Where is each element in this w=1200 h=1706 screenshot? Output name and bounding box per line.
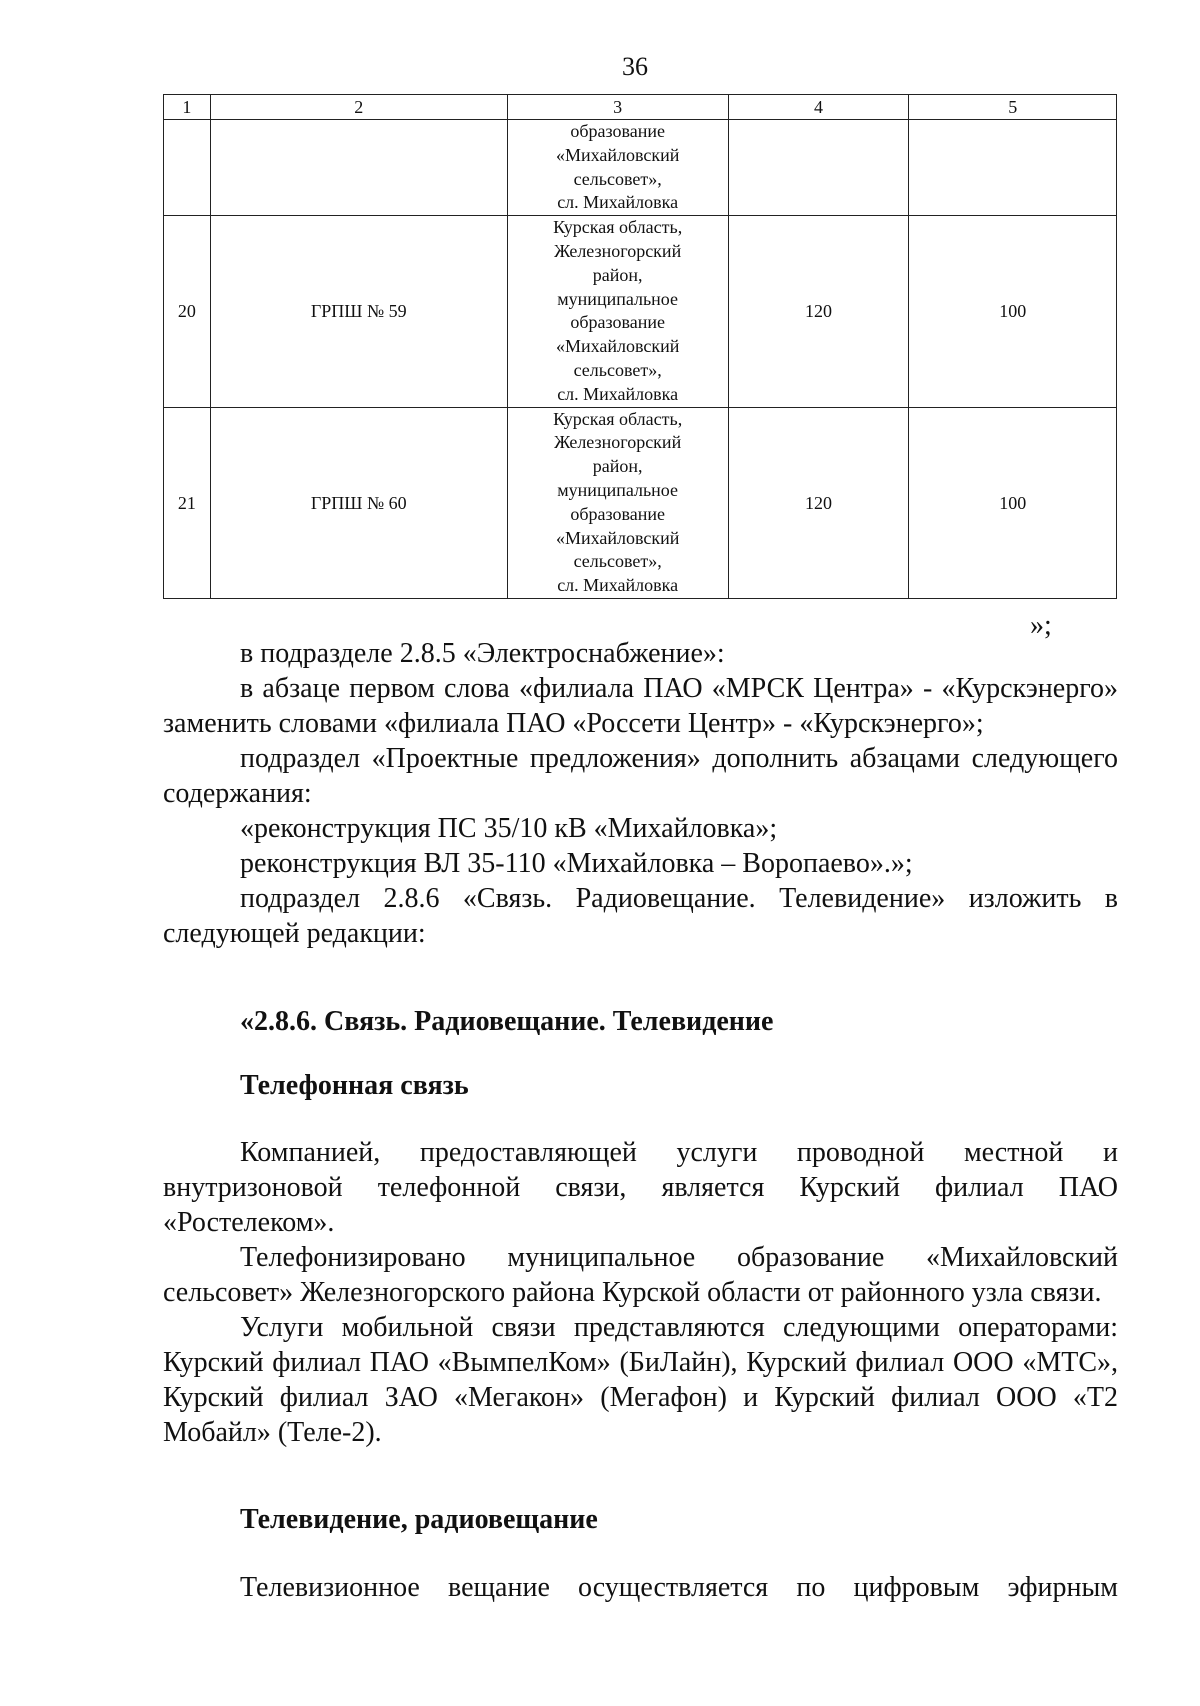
row-number-cell: 21 — [164, 407, 211, 598]
paragraph: подраздел «Проектные предложения» дополнить абзацами следующего содержания: — [163, 743, 1118, 809]
row-number-cell: 20 — [164, 216, 211, 407]
address-cell — [507, 120, 728, 216]
address-line: Курская область, — [553, 408, 683, 429]
address-line: «Михайловский — [555, 336, 680, 357]
subheading-tv: Телевидение, радиовещание — [240, 1504, 598, 1535]
value-cell: 100 — [909, 216, 1117, 407]
paragraph: «реконструкция ПС 35/10 кВ «Михайловка»; — [240, 813, 778, 844]
address-line: образование — [570, 121, 665, 141]
value-cell: 120 — [728, 216, 909, 407]
tv-subheading-block — [163, 1502, 1118, 1537]
address-line: сл. Михайловка — [557, 383, 679, 404]
address-line: Железногорский — [554, 240, 682, 261]
address-line: «Михайловский — [555, 527, 680, 548]
page-number: 36 — [622, 52, 648, 81]
address-cell — [507, 216, 728, 407]
address-line: муниципальное — [557, 479, 679, 500]
paragraph: Телевизионное вещание осуществляется по цифровым эфирным — [240, 1572, 1118, 1603]
facility-name-cell: ГРПШ № 60 — [210, 407, 507, 598]
address-line: сельсовет», — [573, 168, 662, 189]
paragraph: в абзаце первом слова «филиала ПАО «МРСК Центра» - «Курскэнерго» заменить словами «филиала ПАО «Россети Центр» - «Курскэнерго»; — [163, 673, 1118, 739]
address-line: сельсовет», — [573, 359, 662, 380]
address-line: образование — [570, 503, 665, 524]
table-header-row — [164, 95, 1117, 120]
table-cell — [728, 120, 909, 216]
table-row — [164, 120, 1117, 216]
section-heading-block — [163, 1004, 1118, 1039]
table-cell — [909, 120, 1117, 216]
address-line: сл. Михайловка — [557, 575, 679, 596]
phone-section — [163, 1135, 1118, 1450]
table-header-cell: 4 — [728, 95, 909, 120]
address-line: образование — [570, 312, 665, 333]
table-header-cell: 5 — [909, 95, 1117, 120]
tv-section — [163, 1570, 1118, 1605]
address-line: район, — [592, 264, 643, 285]
address-cell — [507, 407, 728, 598]
address-line: район, — [592, 456, 643, 477]
address-line: сл. Михайловка — [557, 192, 679, 213]
section-heading: «2.8.6. Связь. Радиовещание. Телевидение — [240, 1006, 774, 1037]
table-header-cell: 3 — [507, 95, 728, 120]
table-header-cell: 2 — [210, 95, 507, 120]
facilities-table — [163, 94, 1117, 599]
table-cell — [164, 120, 211, 216]
facility-name-cell: ГРПШ № 59 — [210, 216, 507, 407]
closing-quote: »; — [1030, 610, 1052, 641]
amendments-block — [163, 636, 1118, 951]
table-header-cell: 1 — [164, 95, 211, 120]
paragraph: реконструкция ВЛ 35-110 «Михайловка – Воропаево».»; — [240, 848, 913, 879]
table-row — [164, 407, 1117, 598]
paragraph: подраздел 2.8.6 «Связь. Радиовещание. Телевидение» изложить в следующей редакции: — [163, 883, 1118, 949]
table-cell — [210, 120, 507, 216]
table-row — [164, 216, 1117, 407]
paragraph: Услуги мобильной связи представляются следующими операторами: Курский филиал ПАО «ВымпелКом» (БиЛайн), Курский филиал ООО «МТС», Курский филиал ЗАО «Мегакон» (Мегафон) и Курский филиал ООО «Т2 Мобайл» (Теле-2). — [163, 1312, 1118, 1448]
paragraph: в подразделе 2.8.5 «Электроснабжение»: — [240, 638, 725, 669]
address-line: муниципальное — [557, 288, 679, 309]
address-line: Железногорский — [554, 432, 682, 453]
phone-subheading-block — [163, 1068, 1118, 1103]
paragraph: Телефонизировано муниципальное образование «Михайловский сельсовет» Железногорского района Курской области от районного узла связи. — [163, 1242, 1118, 1308]
address-line: «Михайловский — [555, 144, 680, 165]
address-line: сельсовет», — [573, 551, 662, 572]
subheading-phone: Телефонная связь — [240, 1070, 469, 1101]
value-cell: 120 — [728, 407, 909, 598]
address-line: Курская область, — [553, 217, 683, 238]
paragraph: Компанией, предоставляющей услуги проводной местной и внутризоновой телефонной связи, является Курский филиал ПАО «Ростелеком». — [163, 1137, 1118, 1238]
value-cell: 100 — [909, 407, 1117, 598]
